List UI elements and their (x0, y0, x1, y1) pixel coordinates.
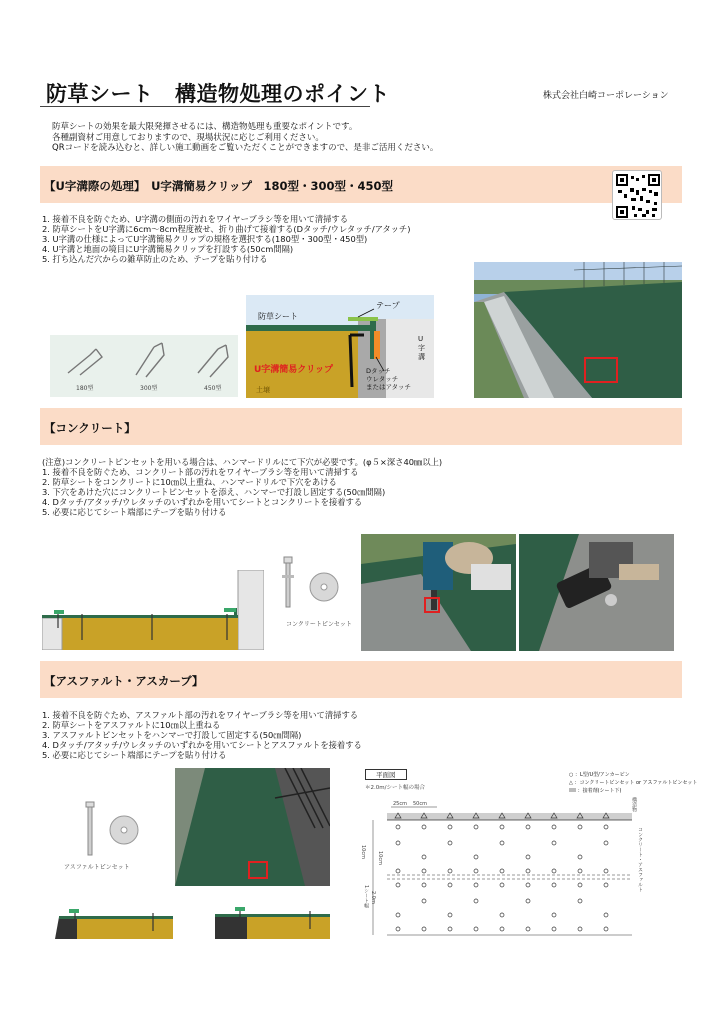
triangle-icon: △ (569, 780, 573, 786)
dim-label: 50cm (413, 801, 427, 807)
plan-tag: 平面図 (365, 769, 407, 780)
qr-code-icon (616, 174, 660, 218)
step-item: 1. 接着不良を防ぐため、コンクリート部の汚れをワイヤーブラシ等を用いて清掃する (42, 467, 359, 477)
diagram-soil-label: 土壌 (256, 386, 270, 394)
circle-icon: ○ (569, 772, 574, 778)
company-name: 株式会社白崎コーポレーション (543, 91, 669, 101)
adhesive-line: またはアタッチ (366, 383, 412, 391)
adhesive-line: ウレタッチ (366, 375, 399, 383)
step-item: 5. 打ち込んだ穴からの雑草防止のため、テープを貼り付ける (42, 254, 268, 264)
concrete-cross-section (42, 570, 264, 650)
highlight-box (424, 597, 440, 613)
clip-products-image (50, 335, 238, 397)
step-item: 1. 接着不良を防ぐため、U字溝の側面の汚れをワイヤーブラシ等を用いて清掃する (42, 214, 349, 224)
step-item: 4. U字溝と地面の境目にU字溝簡易クリップを打設する(50cm間隔) (42, 244, 294, 254)
asphalt-steps (42, 710, 362, 760)
step-item: 4. Dタッチ/アタッチ/ウレタッチのいずれかを用いてシートとコンクリートを接着する (42, 497, 363, 507)
highlight-box (248, 861, 268, 879)
hammering-photo (519, 534, 674, 651)
step-item: 1. 接着不良を防ぐため、アスファルト部の汚れをワイヤーブラシ等を用いて清掃する (42, 710, 359, 720)
vertical-label: 2.0m (370, 891, 376, 904)
asphalt-flat-cross-section (215, 905, 330, 939)
section-concrete-header (40, 408, 682, 445)
diagram-sheet-label: 防草シート (258, 312, 298, 321)
step-item: 5. 必要に応じてシート端部にテープを貼り付ける (42, 750, 227, 760)
concrete-pin-label: コンクリートピンセット (286, 621, 352, 628)
asphalt-pin-product (58, 800, 168, 880)
step-item: 2. 防草シートをアスファルトに10㎝以上重ねる (42, 720, 221, 730)
title-underline (40, 106, 370, 107)
dim-label: 25cm (393, 801, 407, 807)
asphalt-flat-diagram (215, 905, 330, 939)
concrete-pin-icon (270, 555, 352, 615)
vertical-label: 1シート幅 (363, 885, 369, 909)
diagram-u-ditch-label (418, 335, 425, 362)
step-item: 4. Dタッチ/アタッチ/ウレタッチのいずれかを用いてシートとアスファルトを接着する (42, 740, 362, 750)
clip-label-180: 180型 (76, 385, 94, 392)
step-item: 2. 防草シートをコンクリートに10㎝以上重ね、ハンマードリルで下穴をあける (42, 477, 337, 487)
highlight-box (584, 357, 618, 383)
section-heading: 【アスファルト・アスカーブ】 (44, 674, 204, 688)
section-u-ditch-header (40, 166, 682, 203)
plan-subtitle: ＊2.0m/シート幅の場合 (365, 785, 425, 791)
intro-text (52, 122, 438, 154)
step-item: 2. 防草シートをU字溝に6cm～8cm程度被せ、折り曲げて接着する(Dタッチ/ウレタッチ/アタッチ) (42, 224, 411, 234)
section-asphalt-header (40, 661, 682, 698)
adhesive-line: Dタッチ (366, 367, 391, 375)
clip-label-450: 450型 (204, 385, 222, 392)
step-note: (注意)コンクリートピンセットを用いる場合は、ハンマードリルにて下穴が必要です。(φ５×深さ40㎜以上) (42, 457, 443, 467)
intro-line: QRコードを読み込むと、詳しい施工動画をご覧いただくことができますので、是非ご活用ください。 (52, 143, 439, 153)
u-ditch-char: 溝 (418, 353, 425, 361)
intro-line: 各種副資材ご用意しておりますので、現場状況に応じご利用ください。 (52, 132, 324, 143)
u-ditch-char: 字 (418, 344, 425, 352)
side-dim-label: 10cm (377, 851, 383, 865)
asphalt-pin-label: アスファルトピンセット (64, 864, 130, 871)
side-dim-label: 10cm (360, 845, 366, 859)
step-item: 3. アスファルトピンセットをハンマーで打設して固定する(50㎝間隔) (42, 730, 302, 740)
asphalt-photo (175, 768, 330, 886)
drilling-photo-scene (361, 534, 516, 651)
drilling-photo (361, 534, 516, 651)
plan-view-diagram (357, 767, 698, 942)
asphalt-curb-diagram (55, 905, 173, 939)
u-ditch-photo (474, 262, 682, 398)
page-title: 防草シート 構造物処理のポイント (46, 82, 390, 106)
diagram-adhesive-label (366, 367, 411, 391)
section-heading: 【コンクリート】 (44, 421, 136, 435)
step-item: 5. 必要に応じてシート端部にテープを貼り付ける (42, 507, 227, 517)
section-heading: 【U字溝際の処理】 U字溝簡易クリップ 180型・300型・450型 (44, 179, 393, 193)
legend-text: ：接着剤(シート下) (577, 788, 622, 794)
asphalt-pin-icon (58, 800, 168, 860)
step-item: 3. U字溝の仕様によってU字溝簡易クリップの規格を選択する(180型・300型・450型) (42, 234, 368, 244)
diagram-clip-label: U字溝簡易クリップ (254, 365, 333, 375)
u-ditch-diagram (246, 295, 434, 398)
hammering-photo-scene (519, 534, 674, 651)
qr-code[interactable] (612, 170, 662, 220)
vertical-label: コンクリート・アスファルト (637, 827, 643, 892)
u-ditch-photo-scene (474, 262, 682, 398)
legend-text: ：コンクリートピンセット or アスファルトピンセット (574, 780, 698, 786)
vertical-label: 構造物 (631, 797, 637, 812)
concrete-pin-product (270, 555, 352, 630)
intro-line: 防草シートの効果を最大限発揮させるには、構造物処理も重要なポイントです。 (52, 122, 358, 132)
concrete-diagram (42, 570, 264, 650)
legend-text: ：L型/U型/アンカーピン (574, 772, 630, 778)
u-ditch-char: U (418, 335, 424, 343)
diagram-tape-label: テープ (376, 301, 400, 310)
step-item: 3. 下穴をあけた穴にコンクリートピンセットを添え、ハンマーで打設し固定する(50㎝間隔) (42, 487, 386, 497)
concrete-steps (42, 457, 442, 517)
u-ditch-steps (42, 214, 410, 264)
asphalt-curb-cross-section (55, 905, 173, 939)
clip-label-300: 300型 (140, 385, 158, 392)
